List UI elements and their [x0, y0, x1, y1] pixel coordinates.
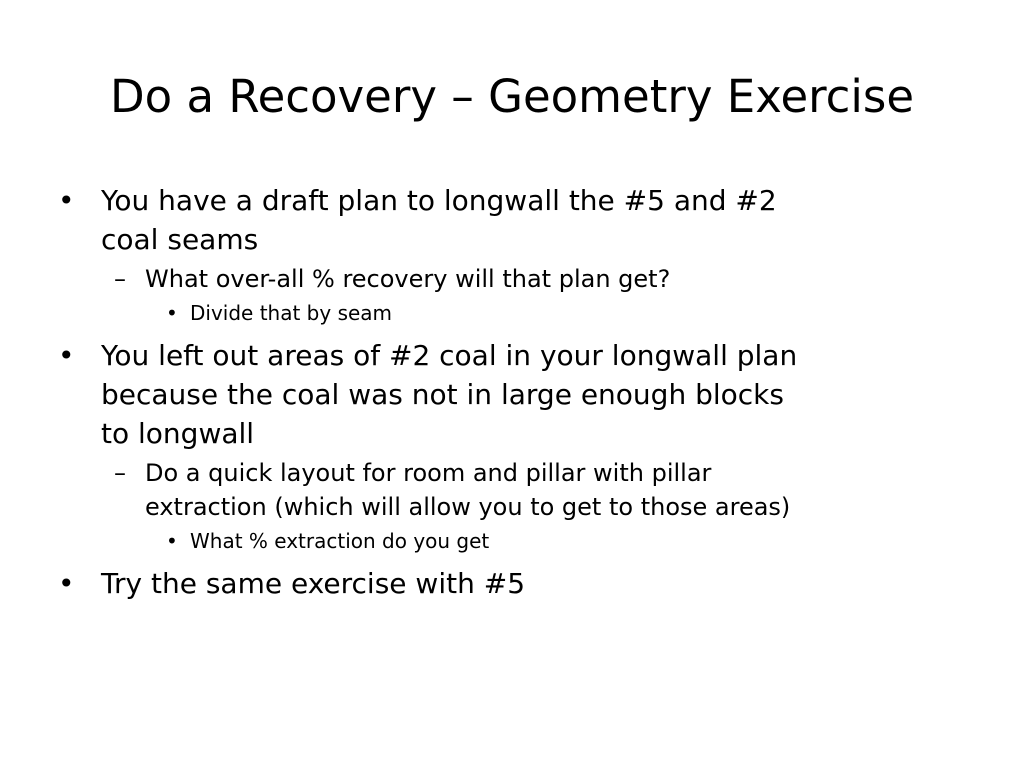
bullet-level-3	[56, 298, 986, 328]
bullet-level-2	[56, 262, 986, 296]
bullet-text-line: because the coal was not in large enough blocks	[101, 378, 784, 411]
dash-marker: –	[114, 265, 126, 293]
bullet-level-1	[56, 181, 986, 259]
dash-marker: –	[114, 459, 126, 487]
bullet-marker: •	[166, 301, 178, 325]
bullet-level-2	[56, 456, 986, 524]
bullet-text-line: extraction (which will allow you to get to those areas)	[145, 493, 791, 521]
bullet-text-line: What over-all % recovery will that plan get?	[145, 265, 671, 293]
bullet-text-line: You have a draft plan to longwall the #5 and #2	[101, 184, 777, 217]
bullet-text-line: to longwall	[101, 417, 255, 450]
bullet-marker: •	[58, 567, 75, 600]
bullet-level-3	[56, 526, 986, 556]
bullet-level-1	[56, 336, 986, 453]
bullet-list	[56, 181, 986, 603]
bullet-marker: •	[166, 529, 178, 553]
bullet-text-line: Do a quick layout for room and pillar with pillar	[145, 459, 712, 487]
slide-title: Do a Recovery – Geometry Exercise	[109, 70, 915, 123]
bullet-text-line: coal seams	[101, 223, 259, 256]
bullet-text-line: What % extraction do you get	[190, 529, 490, 553]
bullet-text-line: You left out areas of #2 coal in your longwall plan	[101, 339, 798, 372]
bullet-level-1	[56, 564, 986, 603]
bullet-marker: •	[58, 184, 75, 217]
bullet-marker: •	[58, 339, 75, 372]
bullet-text-line: Try the same exercise with #5	[101, 567, 526, 600]
bullet-text-line: Divide that by seam	[190, 301, 393, 325]
